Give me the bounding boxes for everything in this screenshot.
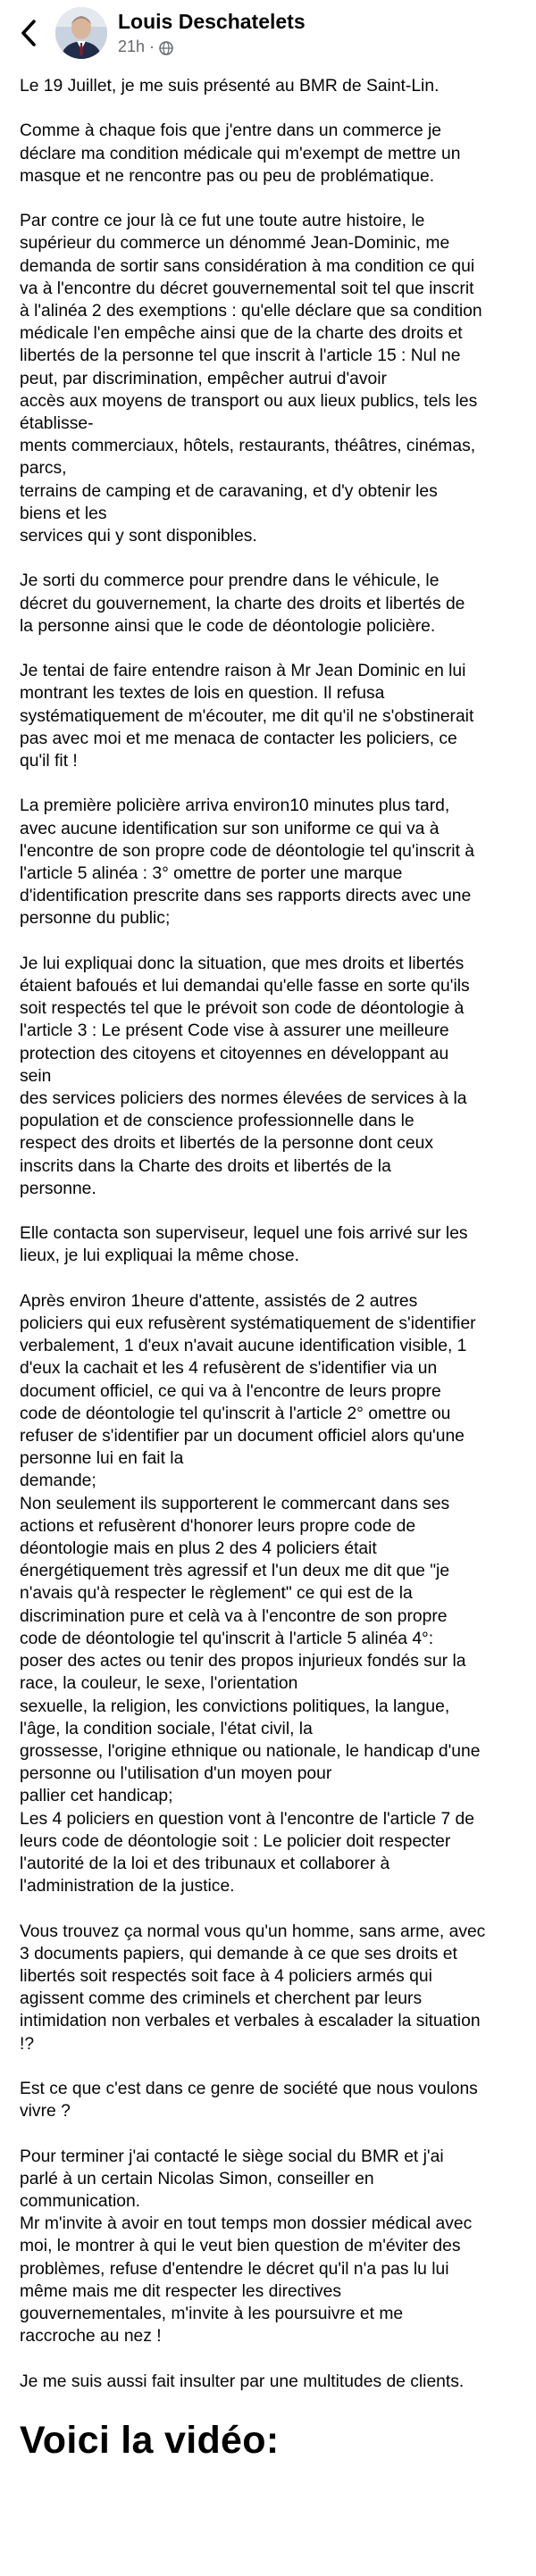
video-heading: Voici la vidéo: xyxy=(20,2418,280,2462)
paragraph: Comme à chaque fois que j'entre dans un commerce je déclare ma condition médicale qui m'exempt de mettre un masque et ne rencontre pas ou peu de problématique. xyxy=(20,121,461,186)
paragraph: Après environ 1heure d'attente, assistés de 2 autres policiers qui eux refusèrent systématiquement de s'identifier verbalement, 1 d'eux n'avait aucune identification visible, 1 d'eux la cachait et les 4 refusèrent de s'identifier via un document officiel, ce qui va à l'encontre de leurs propre code de déontologie tel qu'inscrit à l'article 2° omettre ou refuser de s'identifier par un document officiel alors qu'une personne lui en fait la demande; Non seulement ils supporterent le commercant dans ses actions et refusèrent d'honorer leurs propre code de déontologie mais en plus 2 des 4 policiers était énergétiquement très agressif et l'un deux me dit que "je n'avais qu'à respecter le règlement" ce qui est de la discrimination pure et celà va à l'encontre de son propre code de déontologie tel qu'inscrit à l'article 5 alinéa 4°: poser des actes ou tenir des propos injurieux fondés sur la race, la couleur, le sexe, l'orientation sexuelle, la religion, les convictions politiques, la langue, l'âge, la condition sociale, l'état civil, la grossesse, l'origine ethnique ou nationale, le handicap d'une personne ou l'utilisation d'un moyen pour pallier cet handicap; Les 4 policiers en question vont à l'encontre de l'article 7 de leurs code de déontologie soit : Le policier doit respecter l'autorité de la loi et des tribunaux et collaborer à l'administration de la justice. xyxy=(20,1291,481,1897)
post-meta xyxy=(118,9,306,57)
author-name[interactable]: Louis Deschatelets xyxy=(118,10,306,33)
post-body xyxy=(0,66,536,2393)
back-button[interactable] xyxy=(13,13,45,53)
paragraph: Je tentai de faire entendre raison à Mr Jean Dominic en lui montrant les textes de lois en question. Il refusa systématiquement de m'écouter, me dit qu'il ne s'obstinerait pas avec moi et me menaca de contacter les policiers, ce qu'il fit ! xyxy=(20,662,474,771)
post-time[interactable]: 21h xyxy=(118,38,146,55)
paragraph: Elle contacta son superviseur, lequel une fois arrivé sur les lieux, je lui expliquai la même chose. xyxy=(20,1224,468,1266)
paragraph: Je lui expliquai donc la situation, que mes droits et libertés étaient bafoués et lui demandai qu'elle fasse en sorte qu'ils soit respectés tel que le prévoit son code de déontologie à l'article 3 : Le présent Code vise à assurer une meilleure protection des citoyens et citoyennes en développant au sein des services policiers des normes élevées de services à la population et de conscience professionnelle dans le respect des droits et libertés de la personne dont ceux inscrits dans la Charte des droits et libertés de la personne. xyxy=(20,954,470,1198)
paragraph: Je sorti du commerce pour prendre dans le véhicule, le décret du gouvernement, la charte des droits et libertés de la personne ainsi que le code de déontologie policière. xyxy=(20,571,465,636)
paragraph: Vous trouvez ça normal vous qu'un homme, sans arme, avec 3 documents papiers, qui demande à ce que ses droits et libertés soit respectés soit face à 4 policiers armés qui agissent comme des criminels et cherchent par leurs intimidation non verbales et verbales à escalader la situation !? xyxy=(20,1922,486,2054)
paragraph: Je me suis aussi fait insulter par une multitudes de clients. xyxy=(20,2372,465,2391)
separator-dot: · xyxy=(149,38,155,55)
paragraph: Pour terminer j'ai contacté le siège social du BMR et j'ai parlé à un certain Nicolas Simon, conseiller en communication. Mr m'invite à avoir en tout temps mon dossier médical avec moi, le montrer à qui le veut bien question de m'éviter des problèmes, refuse d'entendre le décret qu'il n'a pas lu lui même mais me dit respecter les directives gouvernementales, m'invite à les poursuivre et me raccroche au nez ! xyxy=(20,2147,473,2347)
post-subline xyxy=(118,36,306,57)
paragraph: La première policière arriva environ10 minutes plus tard, avec aucune identification sur son uniforme ce qui va à l'encontre de son propre code de déontologie tel qu'inscrit à l'article 5 alinéa : 3° omettre de porter une marque d'identification prescrite dans ses rapports directs avec une personne du public; xyxy=(20,796,475,929)
paragraph: Par contre ce jour là ce fut une toute autre histoire, le supérieur du commerce un dénommé Jean-Dominic, me demanda de sortir sans considération à ma condition ce qui va à l'encontre du décret gouvernemental soit tel que inscrit à l'alinéa 2 des exemptions : qu'elle déclare que sa condition médicale l'en empêche ainsi que de la charte des droits et libertés de la personne tel que inscrit à l'article 15 : Nul ne peut, par discrimination, empêcher autrui d'avoir accès aux moyens de transport ou aux lieux publics, tels les établisse- ments commerciaux, hôtels, restaurants, théâtres, cinémas, parcs, terrains de camping et de caravaning, et d'y obtenir les biens et les services qui y sont disponibles. xyxy=(20,212,482,546)
paragraph: Est ce que c'est dans ce genre de société que nous voulons vivre ? xyxy=(20,2079,478,2122)
post-header xyxy=(0,0,536,66)
globe-icon xyxy=(159,39,173,54)
paragraph: Le 19 Juillet, je me suis présenté au BMR de Saint-Lin. xyxy=(20,77,440,96)
avatar[interactable] xyxy=(55,7,107,59)
chevron-left-icon xyxy=(20,19,38,47)
